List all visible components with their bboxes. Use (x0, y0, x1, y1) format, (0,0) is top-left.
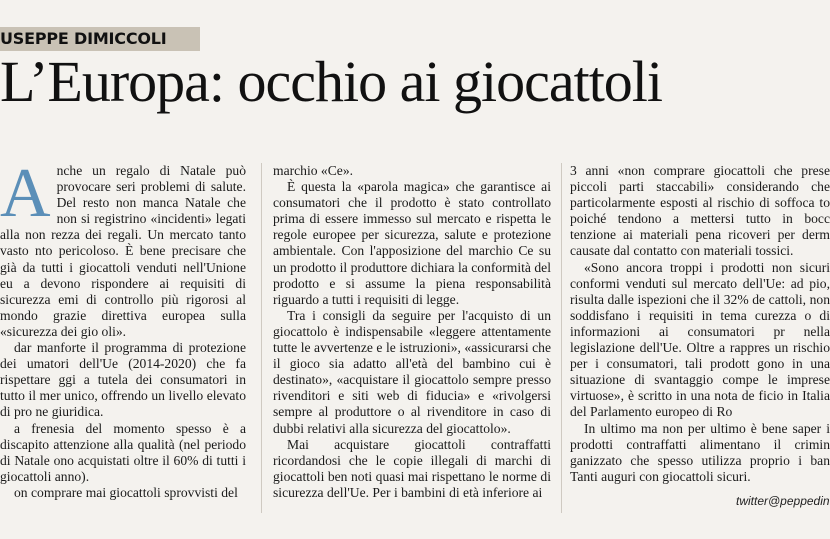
author-byline: USEPPE DIMICCOLI (0, 29, 167, 48)
paragraph: Mai acquistare giocattoli contraffatti ricordandosi che le copie illegali di marchi di giocattoli ben noti quasi mai rispettano le norme di sicurezza dell'Ue. Per i bambini di età inferiore ai (273, 436, 551, 500)
drop-cap: A (0, 155, 51, 232)
article-column-2 (273, 163, 551, 511)
paragraph: 3 anni «non comprare giocattoli che prese piccoli parti staccabili» considerando che particolarmente esposti al rischio di soffoca to poiché tendono a mettersi tutto in bocc tenzione ai materiali pena ricoveri per derm causate dal contatto con materiali tossici. (570, 163, 830, 259)
article-column-3 (570, 163, 830, 511)
paragraph: È questa la «parola magica» che garantisce ai consumatori che il prodotto è stato controllato prima di essere immesso sul mercato e rispetta le regole europee per sicurezza, salute e protezione ambientale. Con l'apposizione del marchio Ce su un prodotto il produttore dichiara la conformità del prodotto e si assume la piena responsabilità riguardo a tutti i requisiti di legge. (273, 179, 551, 307)
paragraph: on comprare mai giocattoli sprovvisti del (14, 484, 238, 500)
column-divider (261, 163, 262, 513)
paragraph: Tra i consigli da seguire per l'acquisto di un giocattolo è indispensabile «leggere attentamente tutte le avvertenze e le istruzioni», «assicurarsi che il gioco sia adatto all'età del bambino cui è destinato», «acquistare il giocattolo sempre presso rivenditori e siti web di fiducia» e «rivolgersi sempre al produttore o al rivenditore in caso di dubbi relativi alla sicurezza del giocattolo». (273, 307, 551, 436)
article-column-1 (0, 155, 246, 511)
paragraph: nche un regalo di Natale può provocare seri problemi di salute. Del resto non manca Natale che non si registrino «incidenti» legati alla non rezza dei regali. Un mercato tanto vasto nto pericoloso. È bene precisare che già da tutti i giocattoli venduti nell'Unione eu a devono rispondere ai requisiti di sicurezza emi di controllo più rigorosi al mondo grazie direttiva europea sulla «sicurezza dei gio oli». (0, 163, 246, 339)
headline: L’Europa: occhio ai giocattoli (0, 49, 663, 114)
paragraph: a frenesia del momento spesso è a discapito attenzione alla qualità (nel periodo di Natale ono acquistati oltre il 60% di tutti i giocattoli anno). (0, 420, 246, 484)
twitter-handle: twitter@peppedin (736, 494, 830, 508)
column-divider (561, 163, 562, 513)
paragraph: marchio «Ce». (273, 163, 354, 178)
paragraph: «Sono ancora troppi i prodotti non sicuri conformi venduti sul mercato dell'Ue: ad pio, risulta dalle ispezioni che il 32% de cattoli, non soddisfano i requisiti in tema curezza o di informazioni ai consumatori pr nella legislazione dell'Ue. Oltre a rappres un rischio per i consumatori, tali prodott gono in una situazione di svantaggio compe le imprese virtuose», è scritto in una nota de ficio in Italia del Parlamento europeo di Ro (570, 259, 830, 420)
paragraph: dar manforte il programma di protezione dei umatori dell'Ue (2014-2020) che fa rispettare ggi a tutela dei consumatori in tutto il mer unico, offrendo un livello elevato di pro ne giuridica. (0, 340, 246, 420)
paragraph: In ultimo ma non per ultimo è bene saper i prodotti contraffatti alimentano il crimin ganizzato che spesso utilizza proprio i ban Tanti auguri con giocattoli sicuri. (570, 420, 830, 484)
